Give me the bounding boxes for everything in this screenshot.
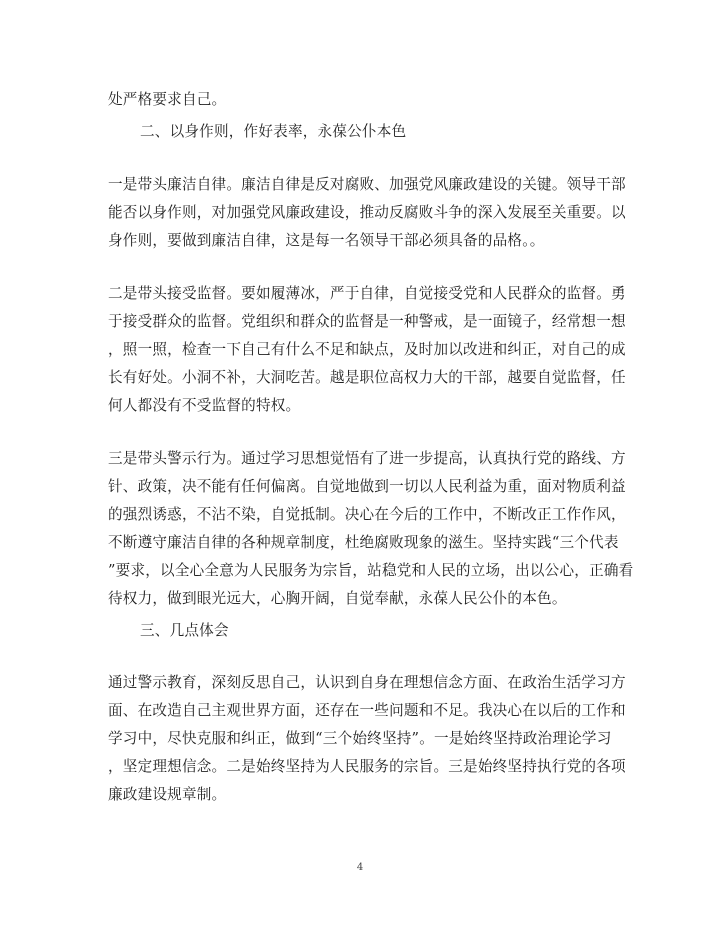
section-2-heading: 二、以身作则，作好表率，永葆公仆本色 xyxy=(140,123,407,140)
paragraph-3-line-2: 针、政策，决不能有任何偏离。自觉地做到一切以人民利益为重，面对物质利益 xyxy=(108,478,626,495)
paragraph-3-line-5: ”要求，以全心全意为人民服务为宗旨，站稳党和人民的立场，出以公心，正确看 xyxy=(108,562,634,579)
page-number: 4 xyxy=(356,862,364,873)
paragraph-4-line-3: 学习中，尽快克服和纠正，做到“三个始终坚持”。一是始终坚持政治理论学习 xyxy=(108,730,612,747)
paragraph-4-line-2: 面、在改造自己主观世界方面，还存在一些问题和不足。我决心在以后的工作和 xyxy=(108,702,626,719)
paragraph-3-line-1: 三是带头警示行为。通过学习思想觉悟有了进一步提高，认真执行党的路线、方 xyxy=(108,450,626,467)
paragraph-2-line-2: 于接受群众的监督。党组织和群众的监督是一种警戒，是一面镜子，经常想一想 xyxy=(108,313,626,330)
paragraph-2-line-5: 何人都没有不受监督的特权。 xyxy=(108,397,301,414)
paragraph-4-line-5: 廉政建设规章制。 xyxy=(108,786,227,803)
paragraph-3-line-4: 不断遵守廉洁自律的各种规章制度，杜绝腐败现象的滋生。坚持实践“三个代表 xyxy=(108,534,619,551)
paragraph-2-line-1: 二是带头接受监督。要如履薄冰，严于自律，自觉接受党和人民群众的监督。勇 xyxy=(108,285,626,302)
paragraph-4-line-1: 通过警示教育，深刻反思自己，认识到自身在理想信念方面、在政治生活学习方 xyxy=(108,674,626,691)
paragraph-1-line-2: 能否以身作则，对加强党风廉政建设，推动反腐败斗争的深入发展至关重要。以 xyxy=(108,204,626,221)
paragraph-2-line-4: 长有好处。小洞不补，大洞吃苦。越是职位高权力大的干部，越要自觉监督，任 xyxy=(108,369,626,386)
paragraph-3-line-6: 待权力，做到眼光远大，心胸开阔，自觉奉献，永葆人民公仆的本色。 xyxy=(108,590,567,607)
paragraph-1-line-3: 身作则，要做到廉洁自律，这是每一名领导干部必须具备的品格。。 xyxy=(108,232,545,249)
paragraph-2-line-3: ，照一照，检查一下自己有什么不足和缺点，及时加以改进和纠正，对自己的成 xyxy=(108,341,626,358)
paragraph-1-line-1: 一是带头廉洁自律。廉洁自律是反对腐败、加强党风廉政建设的关键。领导干部 xyxy=(108,176,626,193)
paragraph-4-line-4: ，坚定理想信念。二是始终坚持为人民服务的宗旨。三是始终坚持执行党的各项 xyxy=(108,758,626,775)
section-3-heading: 三、几点体会 xyxy=(140,622,229,639)
paragraph-3-line-3: 的强烈诱惑，不沾不染，自觉抵制。决心在今后的工作中，不断改正工作作风， xyxy=(108,506,626,523)
intro-tail-line: 处严格要求自己。 xyxy=(108,91,227,108)
